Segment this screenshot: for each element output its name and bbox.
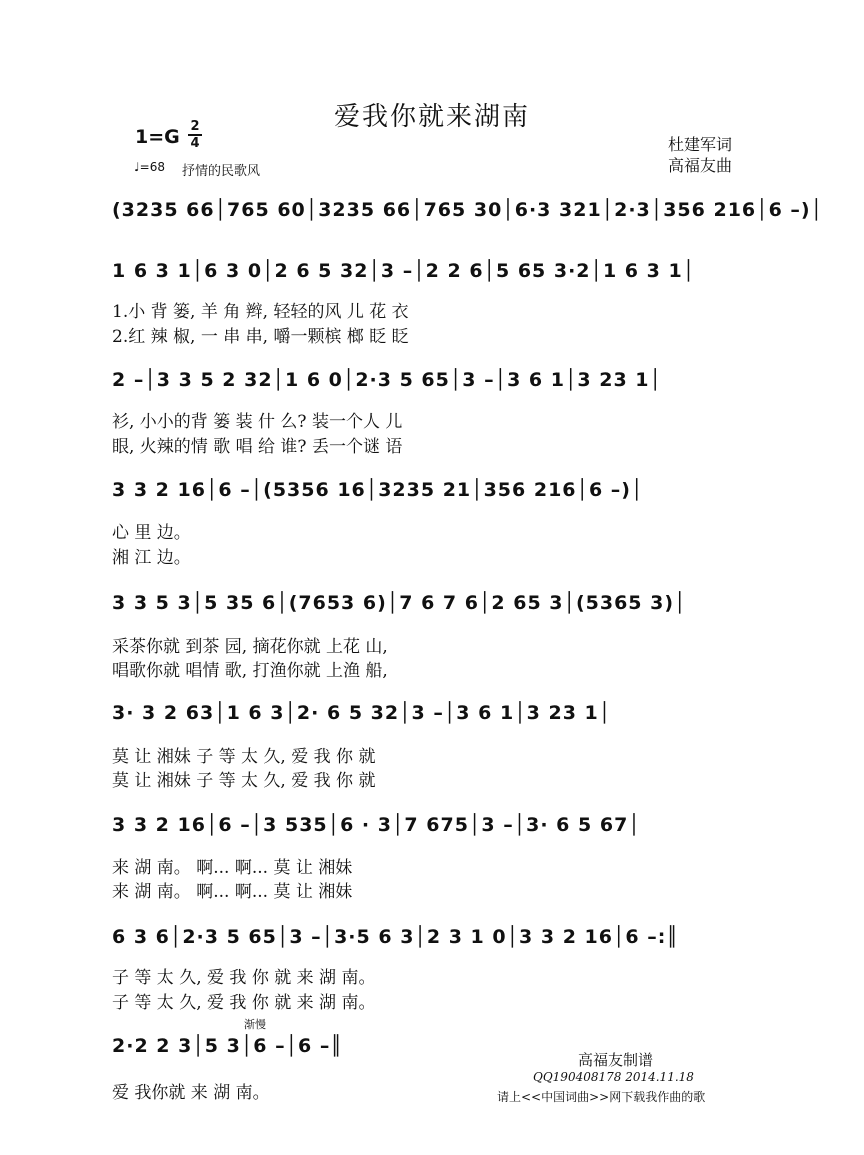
- lyric-verse-1: 爱 我你就 来 湖 南。: [112, 1083, 270, 1103]
- lyric-verse-2: 来 湖 南。 啊... 啊... 莫 让 湘妹: [112, 882, 353, 902]
- download-note: 请上<<中国词曲>>网下载我作曲的歌: [497, 1090, 706, 1104]
- lyric-verse-2: 2.红 辣 椒, 一 串 串, 嚼一颗槟 榔 眨 眨: [112, 327, 409, 347]
- score-system-4: [112, 477, 752, 517]
- score-system-6: [112, 700, 752, 740]
- lyric-verse-1: 莫 让 湘妹 子 等 太 久, 爱 我 你 就: [112, 747, 376, 767]
- lyric-verse-2: 子 等 太 久, 爱 我 你 就 来 湖 南。: [112, 993, 376, 1013]
- notation-line: 2 –│3 3 5 2 32│1 6 0│2·3 5 65│3 –│3 6 1│3 23 1│: [112, 369, 662, 391]
- lyric-verse-2: 眼, 火辣的情 歌 唱 给 谁? 丢一个谜 语: [112, 437, 403, 457]
- contact-date: QQ190408178 2014.11.18: [533, 1070, 694, 1084]
- song-title: 爱我你就来湖南: [333, 102, 530, 132]
- score-maker: 高福友制谱: [578, 1051, 654, 1069]
- time-signature: [188, 120, 202, 150]
- score-system-2: [112, 258, 752, 298]
- score-system-5: [112, 590, 752, 630]
- lyric-verse-1: 来 湖 南。 啊... 啊... 莫 让 湘妹: [112, 858, 353, 878]
- lyric-verse-1: 衫, 小小的背 篓 装 什 么? 装一个人 儿: [112, 412, 403, 432]
- score-system-9: [112, 1033, 492, 1073]
- time-signature-bottom: 4: [190, 136, 200, 151]
- key-signature: 1=G: [135, 126, 180, 148]
- composer-credit: 高福友曲: [668, 156, 733, 175]
- lyric-verse-1: 采茶你就 到茶 园, 摘花你就 上花 山,: [112, 637, 388, 657]
- notation-line: (3235 66│765 60│3235 66│765 30│6·3 321│2·3│356 216│6 –)│: [112, 199, 824, 221]
- lyric-verse-2: 湘 江 边。: [112, 548, 191, 568]
- notation-line: 3 3 5 3│5 35 6│(7653 6)│7 6 7 6│2 65 3│(5365 3)│: [112, 592, 687, 614]
- score-system-8: [112, 924, 752, 964]
- lyric-verse-1: 心 里 边。: [112, 523, 191, 543]
- lyric-verse-1: 1.小 背 篓, 羊 角 辫, 轻轻的风 儿 花 衣: [112, 302, 409, 322]
- notation-line: 2·2 2 3│5 3│6 –│6 –║: [112, 1035, 343, 1057]
- score-system-1: [112, 197, 824, 237]
- style-marking: 抒情的民歌风: [182, 164, 261, 179]
- lyric-verse-2: 莫 让 湘妹 子 等 太 久, 爱 我 你 就: [112, 771, 376, 791]
- notation-line: 1 6 3 1│6 3 0│2 6 5 32│3 –│2 2 6│5 65 3·2│1 6 3 1│: [112, 260, 696, 282]
- notation-line: 3 3 2 16│6 –│3 535│6 · 3│7 675│3 –│3· 6 5 67│: [112, 814, 641, 836]
- notation-line: 6 3 6│2·3 5 65│3 –│3·5 6 3│2 3 1 0│3 3 2 16│6 –:║: [112, 926, 679, 948]
- score-system-3: [112, 367, 752, 407]
- score-system-7: [112, 812, 752, 852]
- notation-line: 3· 3 2 63│1 6 3│2· 6 5 32│3 –│3 6 1│3 23 1│: [112, 702, 612, 724]
- notation-line: 3 3 2 16│6 –│(5356 16│3235 21│356 216│6 –)│: [112, 479, 644, 501]
- lyricist-credit: 杜建军词: [668, 135, 733, 154]
- ritardando-marking: 渐慢: [244, 1018, 266, 1031]
- time-signature-top: 2: [190, 119, 200, 134]
- lyric-verse-1: 子 等 太 久, 爱 我 你 就 来 湖 南。: [112, 968, 376, 988]
- tempo-marking: ♩=68: [134, 160, 165, 174]
- lyric-verse-2: 唱歌你就 唱情 歌, 打渔你就 上渔 船,: [112, 661, 388, 681]
